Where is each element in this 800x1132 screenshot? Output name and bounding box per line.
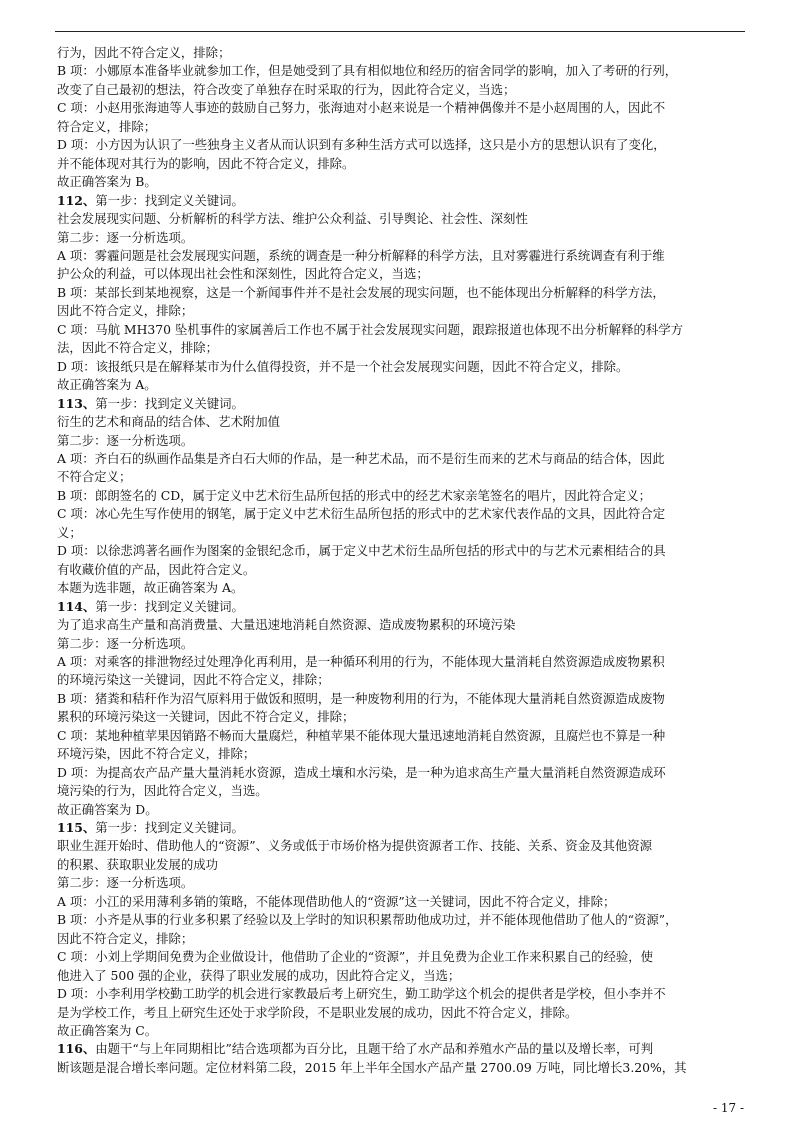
- text-line: 为了追求高生产量和高消费量、大量迅速地消耗自然资源、造成废物累积的环境污染: [57, 617, 516, 633]
- text-line: C 项：小赵用张海迪等人事迹的鼓励自己努力，张海迪对小赵来说是一个精神偶像并不是小赵周围的人，因此不: [57, 100, 666, 116]
- text-line: 护公众的利益，可以体现出社会性和深刻性，因此符合定义，当选；: [57, 266, 429, 282]
- text-line: 114、第一步：找到定义关键词。: [57, 598, 244, 614]
- text-line: A 项：小江的采用薄利多销的策略，不能体现借助他人的“资源”这一关键词，因此不符合定义，排除；: [57, 893, 616, 909]
- text-line: A 项：对乘客的排泄物经过处理净化再利用，是一种循环利用的行为，不能体现大量消耗自然资源造成废物累积: [57, 653, 665, 669]
- text-line: 符合定义，排除；: [57, 118, 157, 134]
- text-line: 因此不符合定义，排除；: [57, 930, 194, 946]
- text-line: B 项：猪粪和秸秆作为沼气原料用于做饭和照明，是一种废物利用的行为，不能体现大量消耗自然资源造成废物: [57, 690, 665, 706]
- text-line: C 项：小刘上学期间免费为企业做设计，他借助了企业的“资源”，并且免费为企业工作来积累自己的经验，使: [57, 949, 654, 965]
- text-line: 第二步：逐一分析选项。: [57, 432, 194, 448]
- text-line: B 项：小娜原本准备毕业就参加工作，但是她受到了具有相似地位和经历的宿舍同学的影响，加入了考研的行列，: [57, 63, 678, 79]
- text-line: C 项：马航 MH370 坠机事件的家属善后工作也不属于社会发展现实问题，跟踪报道也体现不出分析解释的科学方: [57, 321, 684, 337]
- text-line: A 项：雾霾问题是社会发展现实问题，系统的调查是一种分析解释的科学方法，且对雾霾进行系统调查有利于维: [57, 247, 665, 263]
- text-line: B 项：郎朗签名的 CD，属于定义中艺术衍生品所包括的形式中的经艺术家亲笔签名的唱片，因此符合定义；: [57, 487, 651, 503]
- text-line: 的环境污染这一关键词，因此不符合定义，排除；: [57, 672, 330, 688]
- text-line: 法，因此不符合定义，排除；: [57, 340, 219, 356]
- text-line: 有收藏价值的产品，因此符合定义。: [57, 561, 256, 577]
- text-line: C 项：某地种植苹果因销路不畅而大量腐烂，种植苹果不能体现大量迅速地消耗自然资源，且腐烂也不算是一种: [57, 727, 666, 743]
- text-line: 他进入了 500 强的企业，获得了职业发展的成功，因此符合定义，当选；: [57, 967, 461, 983]
- text-line: 义；: [57, 524, 82, 540]
- text-line: 113、第一步：找到定义关键词。: [57, 395, 244, 411]
- text-line: 境污染的行为，因此符合定义，当选。: [57, 783, 268, 799]
- text-line: D 项：小方因为认识了一些独身主义者从而认识到有多种生活方式可以选择，这只是小方的思想认识有了变化，: [57, 137, 666, 153]
- text-line: 故正确答案为 C。: [57, 1023, 158, 1039]
- text-line: 断该题是混合增长率问题。定位材料第二段，2015 年上半年全国水产品产量 2700.09 万吨，同比增长3.20%，其: [57, 1059, 687, 1075]
- text-line: 第二步：逐一分析选项。: [57, 875, 194, 891]
- text-line: 累积的环境污染这一关键词，因此不符合定义，排除；: [57, 709, 355, 725]
- text-line: D 项：小李利用学校勤工助学的机会进行家教最后考上研究生，勤工助学这个机会的提供者是学校，但小李并不: [57, 986, 666, 1002]
- text-line: 故正确答案为 A。: [57, 377, 157, 393]
- text-line: 社会发展现实问题、分析解析的科学方法、维护公众利益、引导舆论、社会性、深刻性: [57, 211, 528, 227]
- text-line: D 项：该报纸只是在解释某市为什么值得投资，并不是一个社会发展现实问题，因此不符合定义，排除。: [57, 358, 629, 374]
- header-rule: [55, 31, 745, 32]
- text-line: B 项：小齐是从事的行业多积累了经验以及上学时的知识积累帮助他成功过，并不能体现他借助了他人的“资源”，: [57, 912, 678, 928]
- page-number: - 17 -: [712, 1101, 744, 1115]
- text-line: D 项：以徐悲鸿著名画作为图案的金银纪念币，属于定义中艺术衍生品所包括的形式中的与艺术元素相结合的具: [57, 543, 666, 559]
- text-line: 第二步：逐一分析选项。: [57, 229, 194, 245]
- text-line: 改变了自己最初的想法，符合改变了单独存在时采取的行为，因此符合定义，当选；: [57, 81, 516, 97]
- text-line: D 项：为提高农产品产量大量消耗水资源，造成土壤和水污染，是一种为追求高生产量大量消耗自然资源造成环: [57, 764, 666, 780]
- text-line: 故正确答案为 D。: [57, 801, 158, 817]
- text-line: C 项：冰心先生写作使用的钢笔，属于定义中艺术衍生品所包括的形式中的艺术家代表作品的文具，因此符合定: [57, 506, 666, 522]
- text-line: 衍生的艺术和商品的结合体、艺术附加值: [57, 414, 281, 430]
- text-line: A 项：齐白石的纵画作品集是齐白石大师的作品，是一种艺术品，而不是衍生而来的艺术与商品的结合体，因此: [57, 450, 665, 466]
- document-body: [57, 44, 749, 1077]
- text-line: 环境污染，因此不符合定义，排除；: [57, 746, 256, 762]
- text-line: 不符合定义；: [57, 469, 132, 485]
- text-line: 本题为选非题，故正确答案为 A。: [57, 580, 244, 596]
- text-line: 因此不符合定义，排除；: [57, 303, 194, 319]
- text-line: 116、由题干“与上年同期相比”结合选项都为百分比，且题干给了水产品和养殖水产品的量以及增长率，可判: [57, 1041, 654, 1057]
- text-line: 职业生涯开始时、借助他人的“资源”、义务或低于市场价格为提供资源者工作、技能、关系、资金及其他资源: [57, 838, 653, 854]
- text-line: 115、第一步：找到定义关键词。: [57, 820, 244, 836]
- text-line: 故正确答案为 B。: [57, 174, 157, 190]
- text-line: 行为，因此不符合定义，排除；: [57, 45, 231, 60]
- text-line: 是为学校工作，考且上研究生还处于求学阶段，不是职业发展的成功，因此不符合定义，排除。: [57, 1004, 578, 1020]
- text-line: 的积累、获取职业发展的成功: [57, 856, 219, 872]
- text-line: B 项：某部长到某地视察，这是一个新闻事件并不是社会发展的现实问题，也不能体现出分析解释的科学方法，: [57, 284, 665, 300]
- text-line: 112、第一步：找到定义关键词。: [57, 192, 244, 208]
- text-line: 第二步：逐一分析选项。: [57, 635, 194, 651]
- text-line: 并不能体现对其行为的影响，因此不符合定义，排除。: [57, 155, 355, 171]
